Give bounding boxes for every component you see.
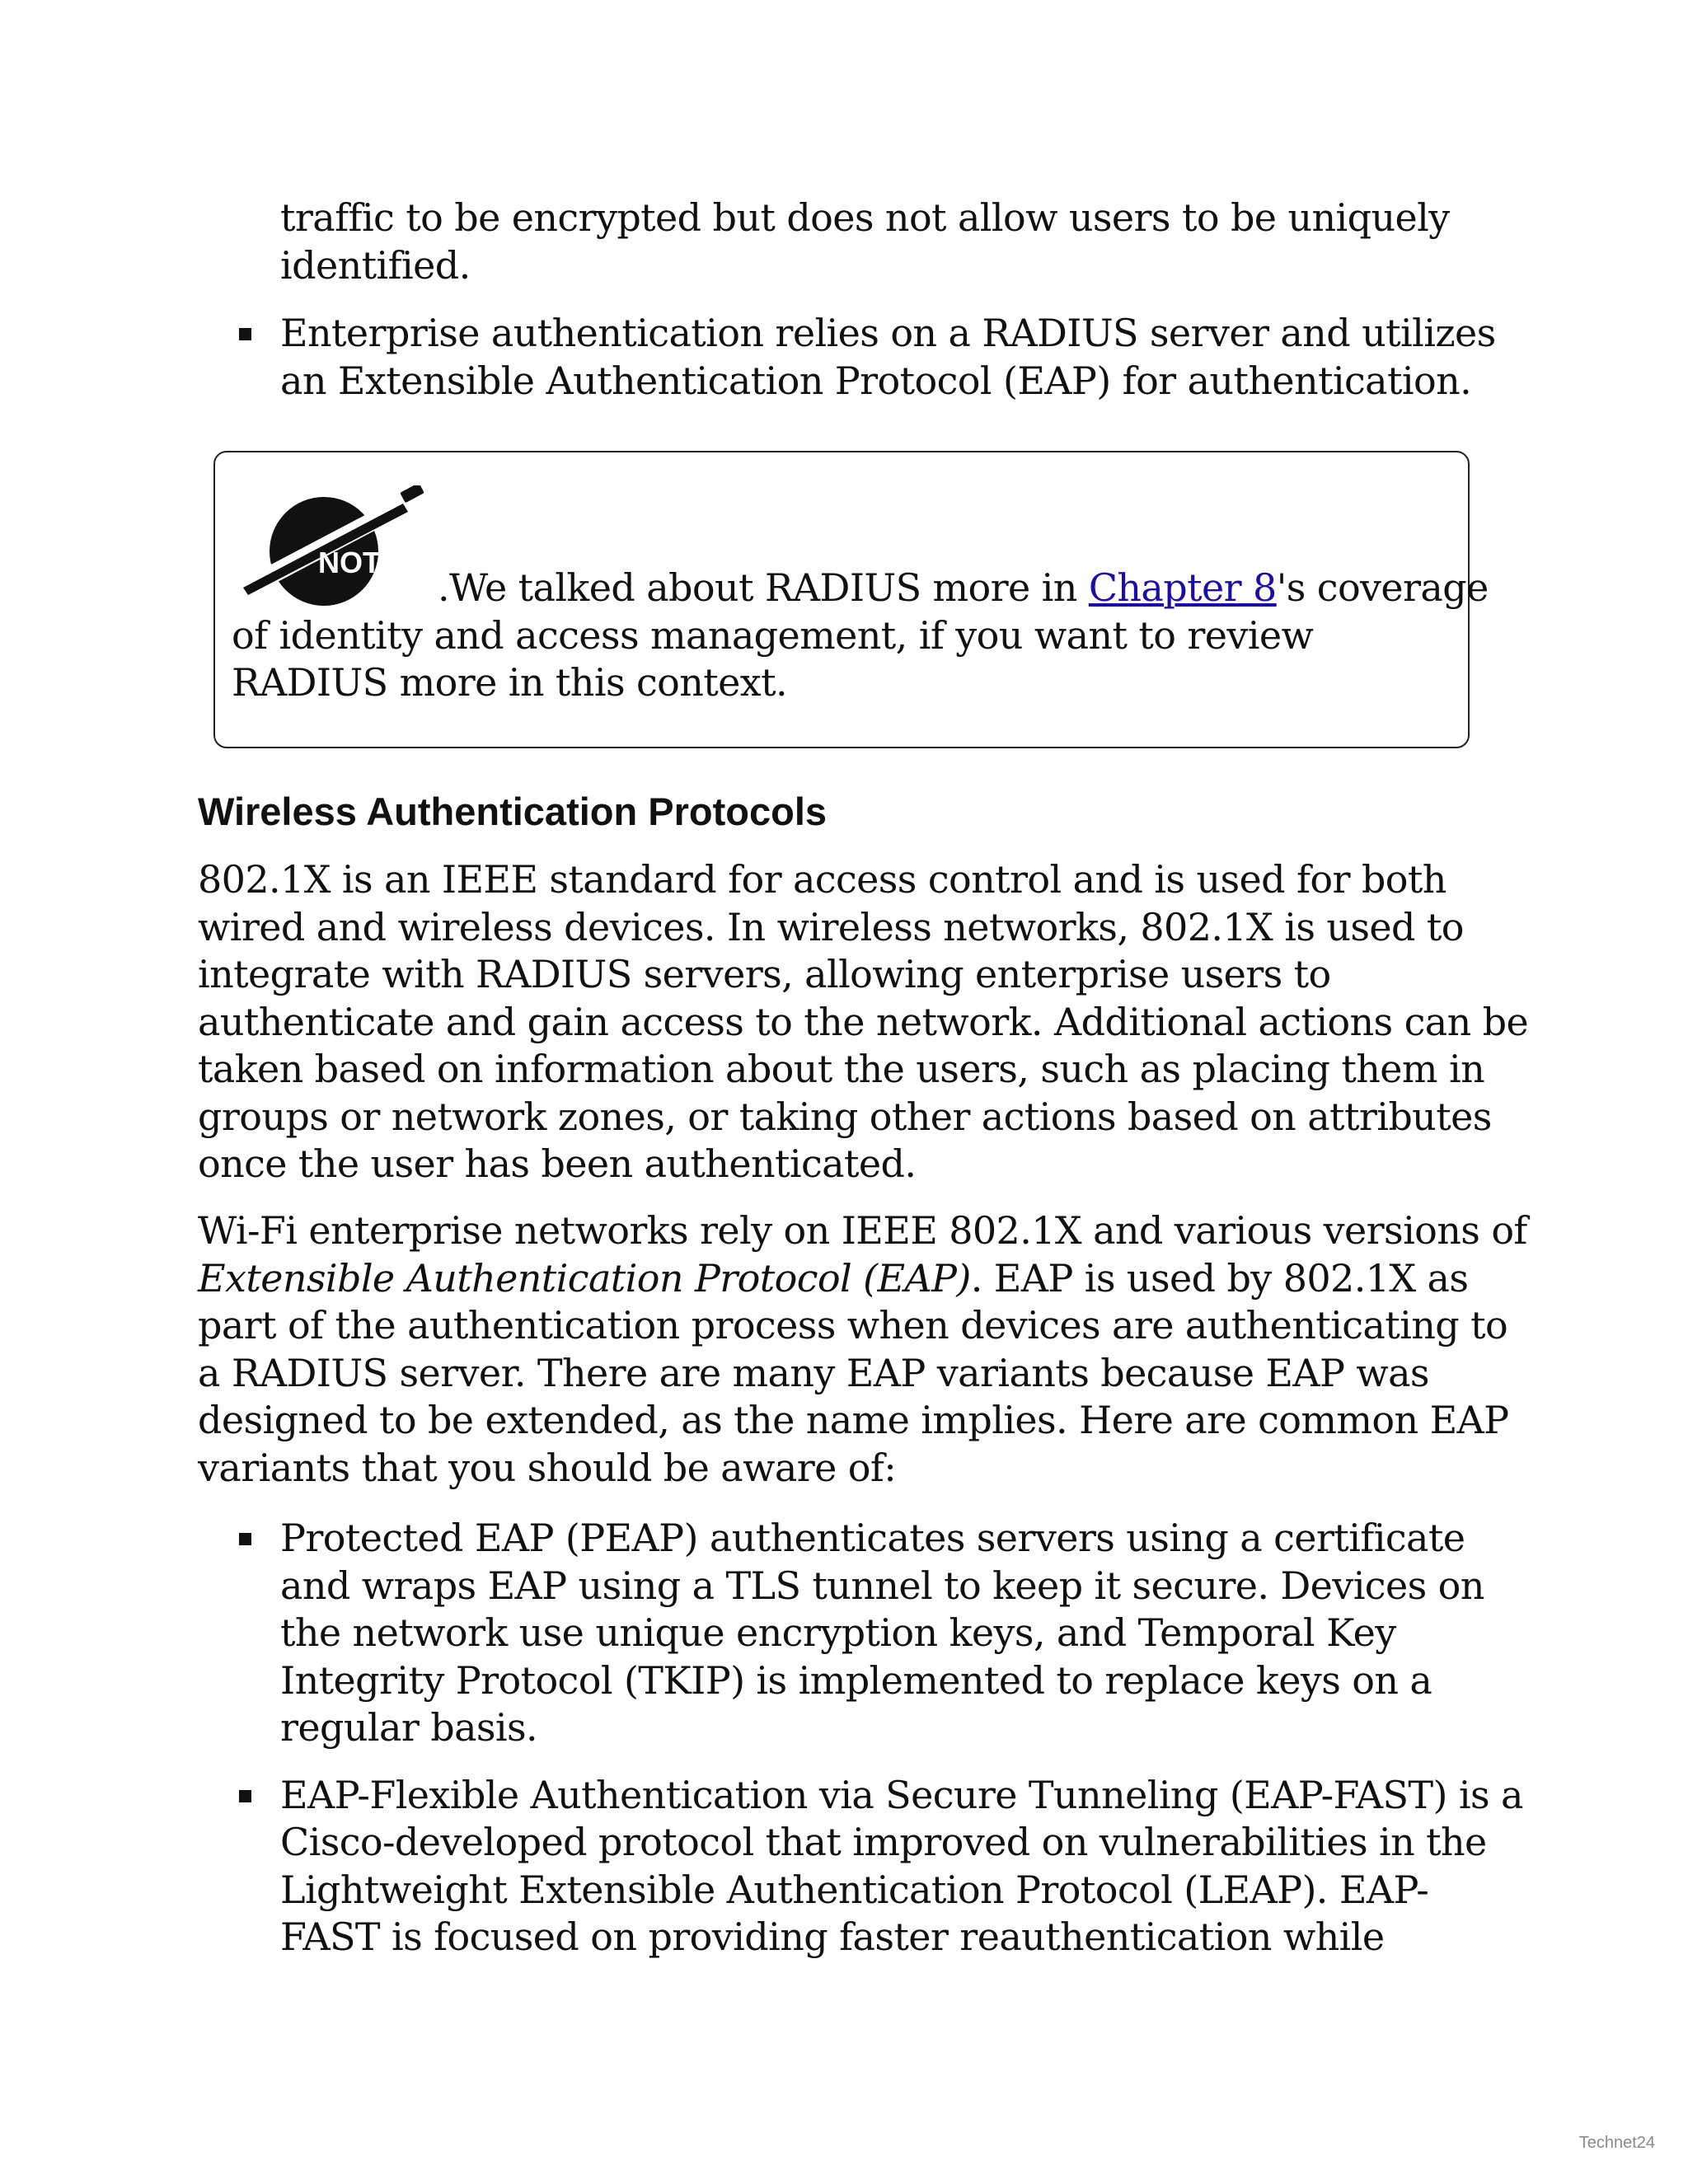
eap-variants-list xyxy=(239,1515,1525,1981)
paragraph-eap-before: Wi-Fi enterprise networks rely on IEEE 802.1X and various versions of xyxy=(198,1208,1527,1253)
note-text-after-link: 's coverage xyxy=(1276,565,1489,610)
note-pen-icon xyxy=(232,485,429,609)
paragraph-eap xyxy=(198,1207,1533,1492)
note-first-line xyxy=(438,565,1489,612)
top-bullet-list xyxy=(239,310,1525,424)
paragraph-802-1x: 802.1X is an IEEE standard for access control and is used for both wired and wireless devices. In wireless networks, 802.1X is used to integrate with RADIUS servers, allowing enterprise users to authenticate and gain access to the network. Additional actions can be taken based on information about the users, such as placing them in groups or network zones, or taking other actions based on attributes once the user has been authenticated. xyxy=(198,857,1529,1186)
paragraph-eap-after: . EAP is used by 802.1X as part of the authentication process when devices are authenticating to a RADIUS server. There are many EAP variants because EAP was designed to be extended, as the name implies. Here are common EAP variants that you should be aware of: xyxy=(198,1255,1509,1490)
note-callout xyxy=(213,451,1489,748)
chapter-8-link[interactable]: Chapter 8 xyxy=(1088,565,1277,610)
square-bullet-icon xyxy=(239,1790,251,1802)
list-item xyxy=(239,310,1525,405)
note-prefix-mark: . xyxy=(438,565,450,610)
list-item xyxy=(239,1772,1525,1961)
note-continuation: of identity and access management, if you want to review RADIUS more in this context. xyxy=(232,612,1314,705)
note-icon-label: NOTE xyxy=(318,546,401,579)
square-bullet-icon xyxy=(239,1533,251,1545)
section-heading: Wireless Authentication Protocols xyxy=(198,790,828,833)
list-item-text: Enterprise authentication relies on a RADIUS server and utilizes an Extensible Authentication Protocol (EAP) for authentication. xyxy=(280,311,1496,403)
list-item xyxy=(239,1515,1525,1752)
list-item-text: EAP-Flexible Authentication via Secure Tunneling (EAP-FAST) is a Cisco-developed protocol that improved on vulnerabilities in the Lightweight Extensible Authentication Protocol (LEAP). EAP-FAST is focused on providing faster reauthentication while xyxy=(280,1772,1523,1959)
list-item-text: Protected EAP (PEAP) authenticates servers using a certificate and wraps EAP using a TLS tunnel to keep it secure. Devices on the network use unique encryption keys, and Temporal Key Integrity Protocol (TKIP) is implemented to replace keys on a regular basis. xyxy=(280,1516,1484,1750)
footer-watermark: Technet24 xyxy=(1578,2134,1655,2152)
continuation-text: traffic to be encrypted but does not allow users to be uniquely identified. xyxy=(280,195,1450,288)
note-text-before-link: We talked about RADIUS more in xyxy=(449,565,1089,610)
paragraph-eap-italic: Extensible Authentication Protocol (EAP) xyxy=(198,1255,971,1301)
square-bullet-icon xyxy=(239,328,251,340)
